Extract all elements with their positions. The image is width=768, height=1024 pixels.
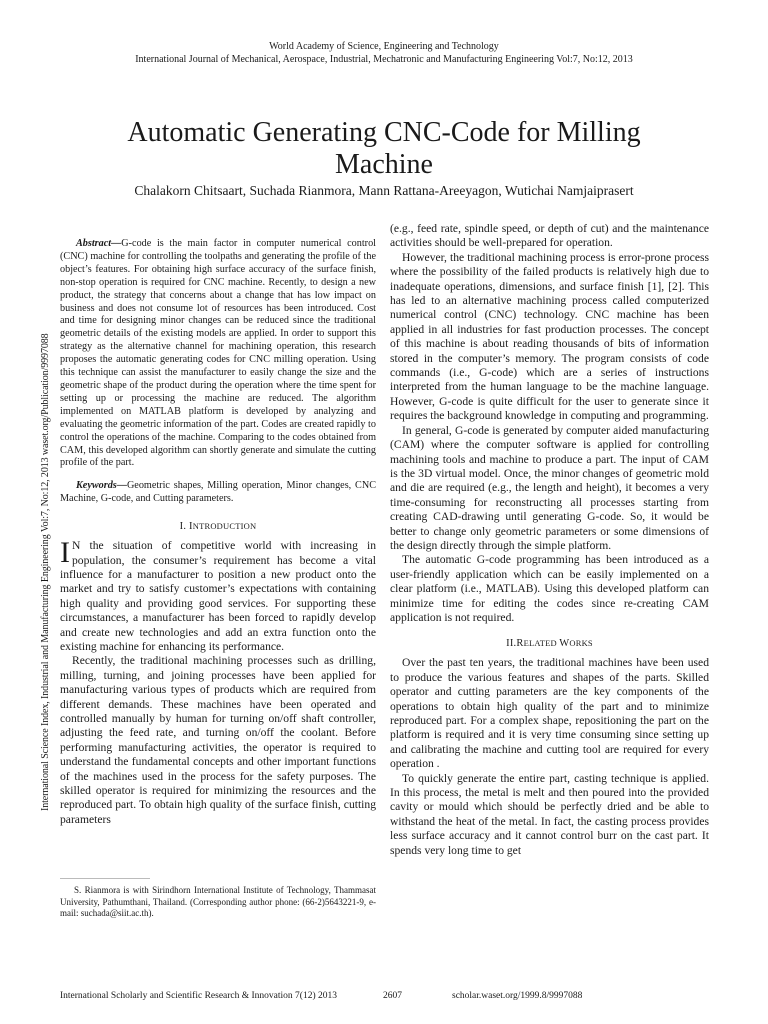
intro-paragraph-2: Recently, the traditional machining processes such as drilling, milling, turning, and joining processes have been applied for manufacturing various types of products which are required from different demands. These machines have been operated and controlled manually by human for turning on/off shaft controller, adjusting the feed rate, and turning on/off the coolant. Before performing manufacturing activities, the operator is required to understand the fundamental concepts and other important functions of the machines used in the process for the safety purposes. The skilled operator is required for minimizing the resources and the reproduced part. To obtain high quality of the surface finish, cutting parameters xyxy=(60,654,376,826)
right-column xyxy=(390,222,709,858)
side-citation: International Science Index, Industrial and Manufacturing Engineering Vol:7, No:12, 2013 waset.org/Publication/9997088 xyxy=(40,333,51,811)
journal-header-line1: World Academy of Science, Engineering and Technology xyxy=(269,41,499,52)
related-paragraph-1: Over the past ten years, the traditional machines have been used to produce the various features and shapes of the parts. Skilled operator and cutting parameters are the key components of the operations to obtain high quality of the part and to minimize reproduced part. For a complex shape, repositioning the part on the platform is required and it is very time consuming since setting up and calibrating the machine and cutting tool are required for every operation . xyxy=(390,656,709,771)
footnote-rule xyxy=(60,878,150,879)
section-heading-introduction: I. INTRODUCTION xyxy=(179,521,257,533)
abstract-label: Abstract— xyxy=(76,238,122,249)
right-paragraph-0: (e.g., feed rate, spindle speed, or depth of cut) and the maintenance activities should be well-prepared for operation. xyxy=(390,222,709,250)
footer-journal: International Scholarly and Scientific Research & Innovation 7(12) 2013 xyxy=(60,991,338,1001)
right-paragraph-1: However, the traditional machining process is error-prone process where the possibility of the failed products is relatively high due to inadequate operations, dimensions, and surface finish [1], [2]. This has led to an alternative machining process called computerized numerical control (CNC) technology. CNC machine has been applied in all industries for fast production processes. The concept of this machine is about reading thousands of bits of information stored in the computer’s memory. The program consists of code commands (i.e., G-code) which are a series of instructions interpreted from the human language to be the machine language. However, G-code is quite difficult for the user to generate since it requires the background knowledge in computing and programming. xyxy=(390,250,709,423)
intro-paragraph-1: I N the situation of competitive world with increasing in population, the consumer’s requirement has become a vital influence for a manufacturer to position a new product onto the market and try to satisfy customer’s expectations with containing high quality and providing good services. For supporting these circumstances, a manufacturer has been forced to rapidly develop and create new technologies and add an extra function onto the existing machine for enhancing its performance. xyxy=(60,536,376,653)
section-heading-related-works: II.RELATED WORKS xyxy=(506,638,593,650)
abstract xyxy=(60,238,376,470)
keywords xyxy=(60,480,376,506)
right-paragraph-2: In general, G-code is generated by computer aided manufacturing (CAM) where the computer software is applied for controlling machining tools and machine to produce a part. The input of CAM is the 3D virtual model. Once, the minor changes of geometric mold and die are required (e.g., the length and height), it becomes a very time-consuming for reconstructing all processes starting from creating CAD-drawing until generating G-code. So, it would be better to change only geometric parameters or some dimensions of the design directly through the simple platform. xyxy=(390,423,709,552)
journal-header-line2: International Journal of Mechanical, Aerospace, Industrial, Mechatronic and Manufacturing Engineering Vol:7, No:12, 2013 xyxy=(135,54,633,65)
paper-title: Automatic Generating CNC-Code for Milling Machine xyxy=(127,117,641,180)
drop-cap: I xyxy=(60,536,70,570)
footer-page-number: 2607 xyxy=(383,991,402,1001)
footnote: S. Rianmora is with Sirindhorn International Institute of Technology, Thammasat University, Pathumthani, Thailand. (Corresponding author phone: (66-2)5643221-9, e-mail: suchada@siit.ac.th). xyxy=(60,885,376,918)
keywords-label: Keywords— xyxy=(76,480,127,492)
abstract-text: G-code is the main factor in computer numerical control (CNC) machine for controlling the toolpaths and generating the profile of the object’s features. For obtaining high surface accuracy of the surface finish, non-stop operation is required for CNC machine. Recently, to design a new product, the strategy that concerns about a change that has low impact on business and does not consume lot of resources has been introduced. Cost and time for designing minor changes can be reduced since the traditional geometric details of the existing models are applied. In order to support this strategy as the alternative channel for machining operation, this research proposes the automatic generating codes for CNC milling operation. Using this technique can assist the manufacturer to easily change the size and the geometric shape of the product during the operation where the time spent for setting up or processing the machine are reduced. The algorithm implemented on MATLAB platform is developed by analyzing and evaluating the geometric information of the part. Codes are created rapidly to control the operations of the machine. Comparing to the codes obtained from CAM, this developed algorithm can shortly generate and simulate the cutting profile of the part. xyxy=(60,238,376,469)
keywords-text: Geometric shapes, Milling operation, Minor changes, CNC Machine, G-code, and Cutting parameters. xyxy=(60,480,376,505)
author-list: Chalakorn Chitsaart, Suchada Rianmora, Mann Rattana-Areeyagon, Wutichai Namjaiprasert xyxy=(134,183,634,198)
related-paragraph-2: To quickly generate the entire part, casting technique is applied. In this process, the metal is melt and then poured into the provided cavity or mould which should be perfectly dried and be able to withstand the heat of the metal. In fact, the casting process provides less surface accuracy and it cannot control burr on the cast part. It spends very long time to get xyxy=(390,771,709,857)
left-column xyxy=(60,238,376,827)
footer-url[interactable]: scholar.waset.org/1999.8/9997088 xyxy=(452,991,583,1001)
right-paragraph-3: The automatic G-code programming has been introduced as a user-friendly application which can be easily implemented on a clear platform (i.e., MATLAB). Using this developed platform can minimize time for editing the codes since re-creating CAM application is not required. xyxy=(390,553,709,624)
